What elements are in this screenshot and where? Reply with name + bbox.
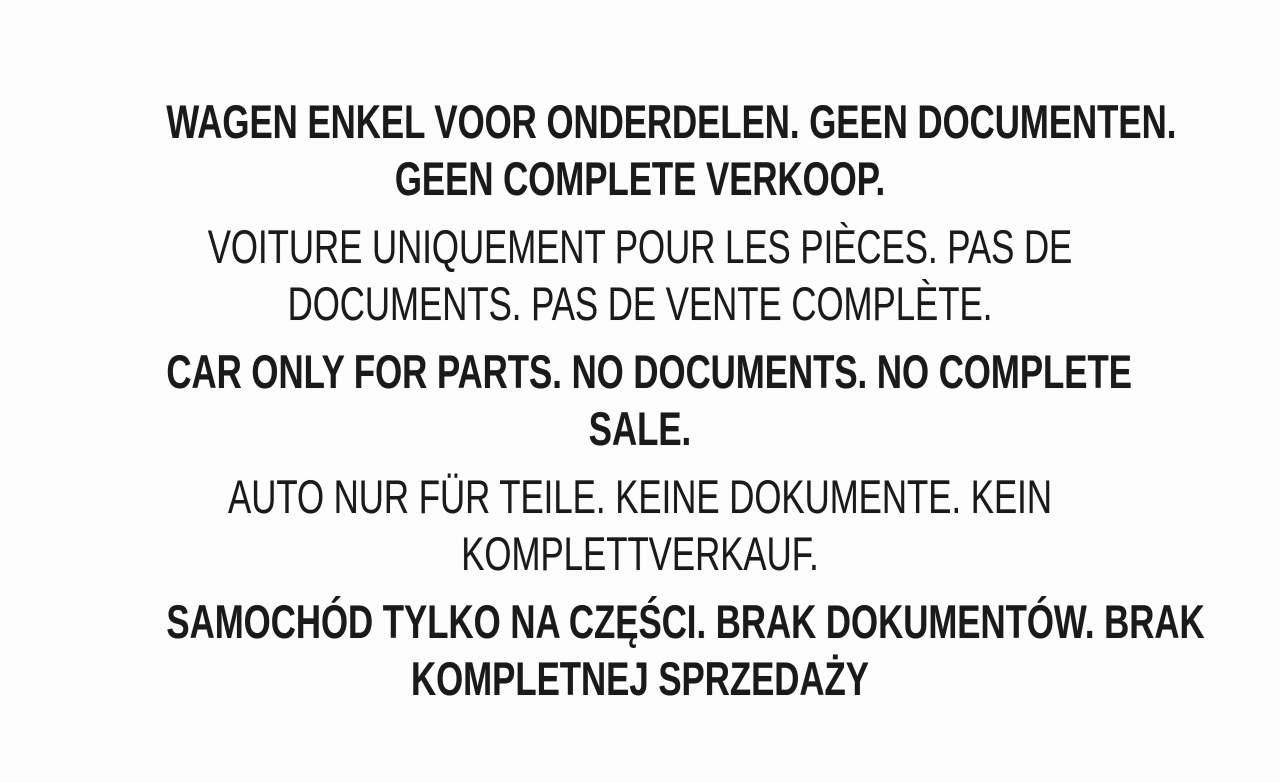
notice-line-french-1: VOITURE UNIQUEMENT POUR LES PIÈCES. PAS DE (207, 220, 1073, 273)
paragraph-german (0, 468, 1280, 582)
paragraph-french (0, 218, 1280, 332)
notice-line-german-1: AUTO NUR FÜR TEILE. KEINE DOKUMENTE. KEIN (228, 470, 1052, 523)
notice-line-polish-1: SAMOCHÓD TYLKO NA CZĘŚCI. BRAK DOKUMENTÓW. BRAK (166, 595, 1205, 648)
paragraph-english (0, 343, 1280, 457)
notice-line-dutch-2: GEEN COMPLETE VERKOOP. (394, 152, 886, 205)
paragraph-dutch (0, 93, 1280, 207)
notice-line-polish-2: KOMPLETNEJ SPRZEDAŻY (411, 652, 869, 705)
notice-line-english-1: CAR ONLY FOR PARTS. NO DOCUMENTS. NO COMPLETE (166, 345, 1132, 398)
notice-line-german-2: KOMPLETTVERKAUF. (461, 527, 819, 580)
notice-line-dutch-1: WAGEN ENKEL VOOR ONDERDELEN. GEEN DOCUMENTEN. (166, 95, 1177, 148)
notice-line-french-2: DOCUMENTS. PAS DE VENTE COMPLÈTE. (287, 277, 993, 330)
notice-line-english-2: SALE. (588, 402, 692, 455)
paragraph-polish (0, 593, 1280, 707)
